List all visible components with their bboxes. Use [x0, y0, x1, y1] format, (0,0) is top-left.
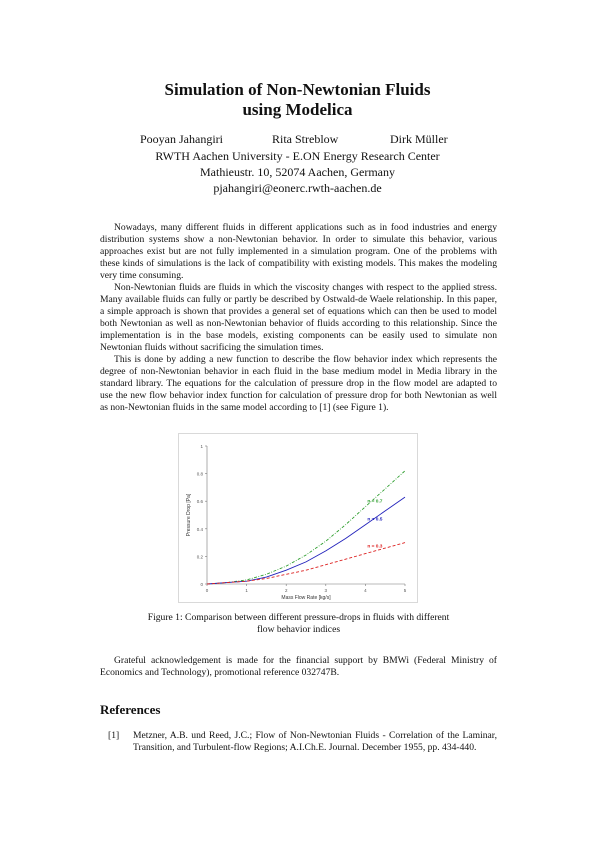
caption-line-2: flow behavior indices [256, 624, 341, 635]
pressure-drop-chart [179, 434, 417, 602]
title-line-1: Simulation of Non-Newtonian Fluids [164, 80, 431, 99]
affiliation-block [0, 148, 595, 196]
y-tick-label: 0.8 [196, 471, 203, 477]
address: Mathieustr. 10, 52074 Aachen, Germany [200, 165, 395, 179]
x-tick-label: 4 [364, 588, 367, 593]
author-name: Rita Streblow [272, 132, 339, 146]
email: pjahangiri@eonerc.rwth-aachen.de [213, 181, 382, 195]
title-line-2: using Modelica [242, 100, 353, 119]
author-name: Pooyan Jahangiri [140, 132, 223, 146]
caption-line-1: Figure 1: Comparison between different pressure-drops in fluids with different [147, 612, 450, 623]
series-label: n = 0.5 [367, 517, 383, 523]
abstract-body [100, 222, 497, 414]
y-tick-label: 0.4 [196, 526, 203, 532]
y-tick-label: 1 [200, 444, 203, 449]
author-name: Dirk Müller [390, 132, 448, 146]
y-tick-label: 0.2 [196, 554, 203, 560]
x-tick-label: 5 [403, 588, 407, 593]
paragraph: Non-Newtonian fluids are fluids in which the viscosity changes with respect to the applied stress. Many available fluids can fully or partly be described by Ostwald-de Waele relationship. In this paper, a simple approach is shown that provides a general set of equations which can then be used to model both Newtonian as well as non-Newtonian behavior of fluids according to this relationship. Since the implementation is in the base models, existing components can be easily used to simulate non Newtonian fluids without sacrificing the simulation times. [100, 282, 497, 353]
x-tick-label: 3 [324, 588, 328, 593]
acknowledgement: Grateful acknowledgement is made for the financial support by BMWi (Federal Ministry of Economics and Technology), promotional reference 032747B. [100, 655, 497, 678]
x-axis-label: Mass Flow Rate [kg/s] [281, 595, 331, 601]
series-line [207, 497, 405, 584]
series-label: n = 0.7 [367, 499, 383, 505]
paragraph: Nowadays, many different fluids in different applications such as in food industries and energy distribution systems show a non-Newtonian behavior. In order to simulate this behavior, various approaches exist but are not fully implemented in a simulation program. One of the problems with these kinds of simulations is the lack of compatibility with existing models. This makes the modeling very time consuming. [100, 222, 497, 281]
series-label: n = 0.3 [367, 544, 383, 550]
reference-number: [1] [108, 730, 120, 741]
paragraph: This is done by adding a new function to describe the flow behavior index which represents the degree of non-Newtonian behavior in each fluid in the base medium model in Media library in the standard library. The equations for the calculation of pressure drop in the flow model are adapted to use the new flow behavior index function for calculation of pressure drop for both Newtonian as well as non-Newtonian fluids in the same model according to [1] (see Figure 1). [100, 354, 497, 413]
references-heading: References [100, 702, 161, 717]
y-axis-label: Pressure Drop [Pa] [186, 493, 192, 537]
x-tick-label: 0 [205, 588, 209, 593]
x-tick-label: 2 [284, 588, 288, 593]
figure-caption [120, 612, 477, 636]
x-tick-label: 1 [245, 588, 248, 593]
reference-text: Metzner, A.B. und Reed, J.C.; Flow of Non-Newtonian Fluids - Correlation of the Laminar, Transition, and Turbulent-flow Regions; A.I.Ch.E. Journal. December 1955, pp. 434-440. [133, 730, 497, 753]
y-tick-label: 0.6 [196, 499, 203, 505]
affiliation: RWTH Aachen University - E.ON Energy Research Center [155, 149, 440, 163]
y-tick-label: 0 [200, 582, 203, 587]
paper-title [0, 80, 595, 120]
figure-1 [178, 433, 418, 603]
series-line [207, 471, 405, 584]
